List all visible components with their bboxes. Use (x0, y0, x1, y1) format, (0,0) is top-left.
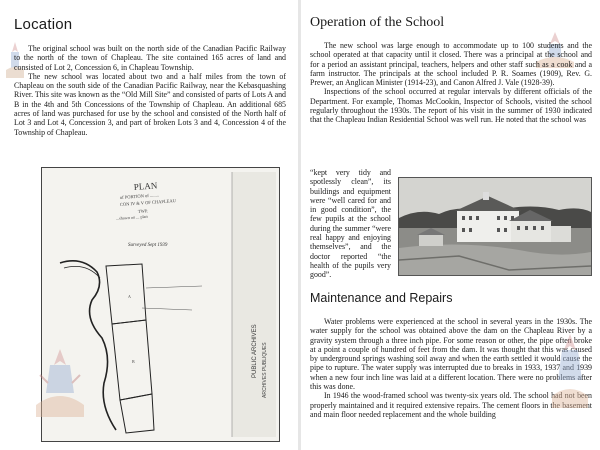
plan-stamp-1: PUBLIC ARCHIVES (252, 324, 258, 378)
operation-wrap-text (310, 168, 391, 280)
plan-signature: Surveyed Sept 1939 (128, 243, 168, 248)
svg-text:B: B (132, 359, 135, 364)
plan-title: PLAN (133, 180, 158, 192)
plan-line-1: of PORTION of ........ (119, 192, 160, 200)
plan-line-2: CON IV & V OF CHAPLEAU (119, 198, 177, 207)
svg-text:A: A (128, 294, 131, 299)
operation-paragraph-2-wrap: “kept very tidy and spotlessly clean”, its buildings and equipment were “well cared for and in good condition”, the few pupils at the school during the summer “were real happy and enjoying themselves”, and the doctor reported “the health of the pupils very good”. (310, 168, 391, 280)
operation-heading: Operation of the School (310, 15, 445, 30)
maintenance-paragraph-2: In 1946 the wood-framed school was twenty-six years old. The school had not been properly maintained and it required extensive repairs. The cement floors in the basement and main floor needed replacement and the whole building (310, 391, 592, 419)
maintenance-heading: Maintenance and Repairs (310, 291, 453, 305)
location-paragraph-1: The original school was built on the north side of the Canadian Pacific Railway to the north of the town of Chapleau. The site contained 165 acres of land and consisted of Lot 2, Concession 6, in Chapleau Township. (14, 44, 286, 72)
operation-text (310, 41, 592, 125)
location-text (14, 44, 286, 137)
right-page (300, 0, 600, 450)
plan-stamp-2: ARCHIVES PUBLIQUES (262, 342, 268, 398)
watermark-figure-icon (30, 345, 90, 420)
plan-line-3: TWP. (137, 208, 149, 214)
maintenance-paragraph-1: Water problems were experienced at the school in several years in the 1930s. The water supply for the school was obtained above the dam on the Chapleau River by a gravity system through a three inch pipe. For some reason or other, the pipe often broke at a point a couple of hundred of feet from the dam. It was thought that this was caused by underground springs washing soil away and when the earth settled it would cause the pipe to rupture. The water supply was interrupted due to breaks in 1933, 1937 and 1939 when a new four inch line was laid at a different location. There were no problems after this was done. (310, 317, 592, 392)
school-photo-image (398, 177, 592, 276)
location-heading: Location (14, 16, 73, 33)
operation-paragraph-2: Inspections of the school occurred at regular intervals by different officials of the Department. For example, Thomas McCookin, Inspector of Schools, visited the school regularly throughout the 1930s. The report of his visit in the summer of 1930 indicated that the Chapleau Indian Residential School was well run. He noted that the school was (310, 87, 592, 125)
location-paragraph-2: The new school was located about two and a half miles from the town of Chapleau on the south side of the Canadian Pacific Railway, near the Kebasquashing River. This site was known as the “Old Mill Site” and consisted of parts of Lots A and B in the 4th and 5th Concessions of the Township of Chapleau. An additional 685 acres of land was purchased for use by the school and consisted of the North half of Lot 3 and Lot 4, Concession 3, and part of broken Lots 3 and 4, Concession 4 of the Township of Chapleau. (14, 71, 286, 137)
plan-line-4: ...shown on ... plan (115, 213, 148, 221)
operation-paragraph-1: The new school was large enough to accommodate up to 100 students and the school operated at that capacity until it closed. There was a principal at the school and for a period an assistant principal, teachers, helpers and other staff such as a cook and a farm instructor. The principals at the school included P. R. Soames (1909), Rev. G. Prewer, an Anglican Minister (1914-23), and Canon Alfred J. Vale (1928-39). (310, 41, 592, 88)
watermark-figure-icon (548, 330, 592, 410)
